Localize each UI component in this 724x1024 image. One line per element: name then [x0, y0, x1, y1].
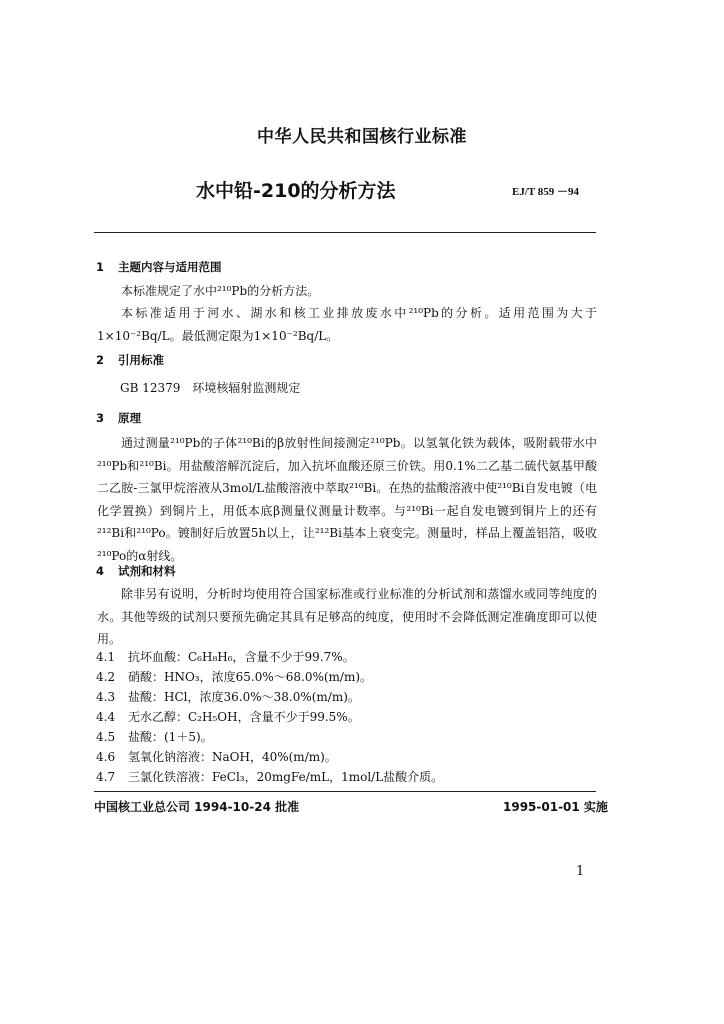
list-item	[96, 688, 360, 705]
header-divider	[94, 232, 596, 233]
item-text: 抗坏血酸：C₆H₈H₆，含量不少于99.7%。	[128, 650, 355, 664]
section-heading-4	[96, 563, 176, 579]
section-heading-2	[96, 352, 164, 368]
paragraph: 本标准适用于河水、湖水和核工业排放废水中²¹⁰Pb的分析。适用范围为大于1×10⁻²Bq/L。最低测定限为1×10⁻²Bq/L。	[97, 306, 597, 343]
paragraph: 本标准规定了水中²¹⁰Pb的分析方法。	[121, 284, 320, 298]
section-number: 2	[96, 353, 105, 367]
standard-number: EJ/T 859 －94	[512, 186, 580, 198]
approval-note: 中国核工业总公司 1994-10-24 批准	[94, 800, 300, 814]
list-item	[96, 668, 372, 685]
item-number: 4.3	[96, 690, 116, 704]
item-text: 无水乙醇：C₂H₅OH，含量不少于99.5%。	[128, 710, 360, 724]
list-item	[96, 648, 355, 665]
section-number: 3	[96, 411, 105, 425]
item-text: 盐酸：(1＋5)。	[128, 730, 213, 744]
paragraph: 除非另有说明，分析时均使用符合国家标准或行业标准的分析试剂和蒸馏水或同等纯度的水。其他等级的试剂只要预先确定其具有足够高的纯度，使用时不会降低测定准确度即可以使用。	[97, 587, 597, 646]
section-heading-3	[96, 410, 141, 426]
page-number: 1	[576, 864, 585, 879]
section-title: 引用标准	[118, 353, 164, 367]
reference-item: GB 12379 环境核辐射监测规定	[120, 381, 301, 395]
section-title: 试剂和材料	[118, 564, 176, 578]
list-item	[96, 708, 360, 725]
item-text: 硝酸：HNO₃，浓度65.0%～68.0%(m/m)。	[128, 670, 373, 684]
item-text: 盐酸：HCl，浓度36.0%～38.0%(m/m)。	[128, 690, 360, 704]
issuing-standard-category: 中华人民共和国核行业标准	[257, 127, 467, 147]
paragraph: 通过测量²¹⁰Pb的子体²¹⁰Bi的β放射性间接测定²¹⁰Pb。以氢氧化铁为载体，吸附载带水中²¹⁰Pb和²¹⁰Bi。用盐酸溶解沉淀后，加入抗坏血酸还原三价铁。用0.1%二乙基二硫代氨基甲酸二乙胺-三氯甲烷溶液从3mol/L盐酸溶液中萃取²¹⁰Bi。在热的盐酸溶液中使²¹⁰Bi自发电镀（电化学置换）到铜片上，用低本底β测量仪测量计数率。与²¹⁰Bi一起自发电镀到铜片上的还有²¹²Bi和²¹⁰Po。镀制好后放置5h以上，让²¹²Bi基本上衰变完。测量时，样品上覆盖铝箔，吸收²¹⁰Po的α射线。	[97, 436, 597, 563]
item-number: 4.6	[96, 750, 116, 764]
footer-divider	[94, 791, 596, 792]
implementation-date: 1995-01-01 实施	[503, 800, 608, 814]
item-number: 4.5	[96, 730, 116, 744]
section-number: 1	[96, 260, 105, 274]
item-number: 4.2	[96, 670, 116, 684]
section-title: 原理	[118, 411, 141, 425]
section-number: 4	[96, 564, 105, 578]
item-number: 4.4	[96, 710, 116, 724]
list-item	[96, 728, 213, 745]
document-title: 水中铅-210的分析方法	[196, 180, 396, 202]
list-item	[96, 768, 443, 785]
item-number: 4.7	[96, 770, 116, 784]
section-heading-1	[96, 259, 222, 275]
item-text: 三氯化铁溶液：FeCl₃，20mgFe/mL，1mol/L盐酸介质。	[128, 770, 444, 784]
item-text: 氢氧化钠溶液：NaOH，40%(m/m)。	[128, 750, 337, 764]
section-title: 主题内容与适用范围	[118, 260, 222, 274]
list-item	[96, 748, 337, 765]
item-number: 4.1	[96, 650, 116, 664]
